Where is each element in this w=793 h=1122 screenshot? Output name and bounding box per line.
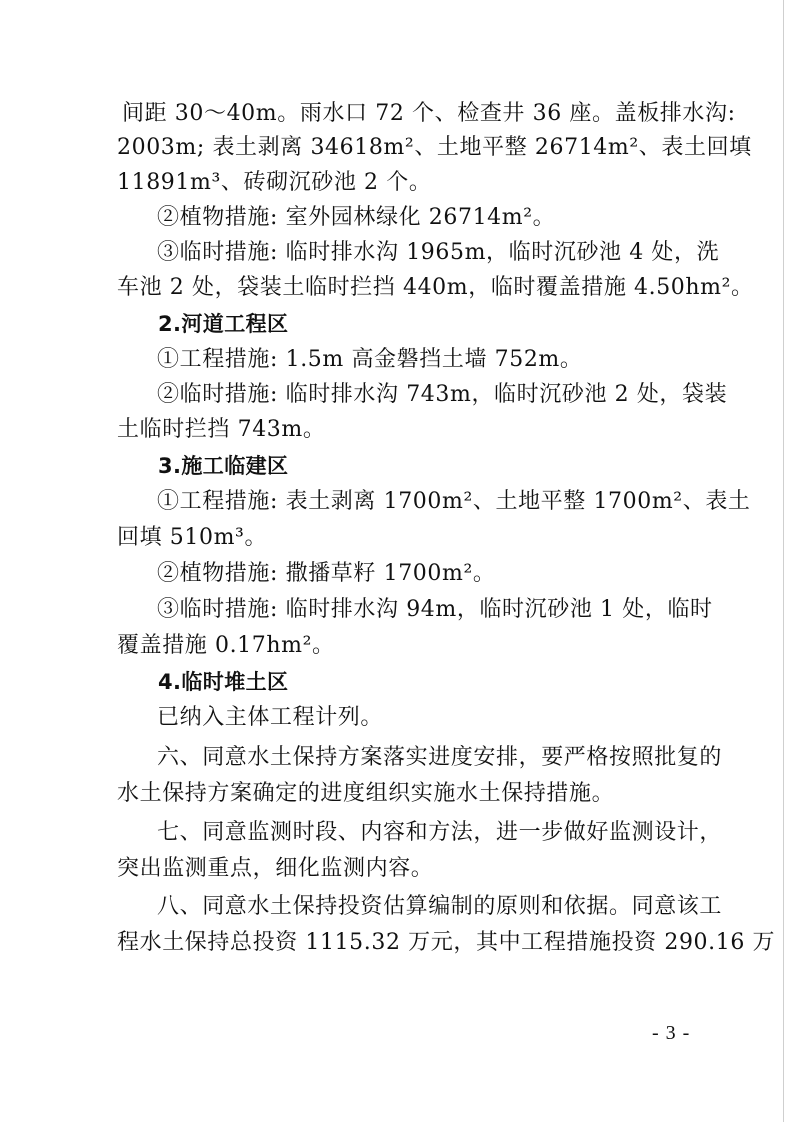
text-line-16: 覆盖措施 0.17hm²。 [117, 633, 335, 658]
text-line-9: ②临时措施: 临时排水沟 743m，临时沉砂池 2 处，袋装 [157, 382, 728, 407]
text-line-24: 程水土保持总投资 1115.32 万元，其中工程措施投资 290.16 万 [117, 930, 776, 955]
text-line-15: ③临时措施: 临时排水沟 94m，临时沉砂池 1 处，临时 [157, 597, 713, 622]
text-line-8: ①工程措施: 1.5m 高金磐挡土墙 752m。 [157, 347, 583, 372]
text-line-4: ②植物措施: 室外园林绿化 26714m²。 [157, 205, 556, 230]
text-line-14: ②植物措施: 撒播草籽 1700m²。 [157, 561, 496, 586]
text-line-21: 七、同意监测时段、内容和方法，进一步做好监测设计， [157, 820, 723, 845]
text-line-19: 六、同意水土保持方案落实进度安排，要严格按照批复的 [157, 745, 723, 770]
section-heading-stockpile: 4.临时堆土区 [158, 670, 289, 694]
text-line-1: 间距 30～40m。雨水口 72 个、检查井 36 座。盖板排水沟: [122, 101, 736, 126]
text-line-10: 土临时拦挡 743m。 [117, 417, 326, 442]
page-number: - 3 - [652, 1022, 691, 1044]
text-line-5: ③临时措施: 临时排水沟 1965m，临时沉砂池 4 处，洗 [157, 240, 720, 265]
section-heading-construction: 3.施工临建区 [158, 454, 289, 478]
text-line-13: 回填 510m³。 [117, 525, 268, 550]
section-heading-river: 2.河道工程区 [158, 312, 289, 336]
text-line-20: 水土保持方案确定的进度组织实施水土保持措施。 [117, 781, 615, 806]
text-line-2: 2003m; 表土剥离 34618m²、土地平整 26714m²、表土回填 [117, 135, 752, 160]
text-line-23: 八、同意水土保持投资估算编制的原则和依据。同意该工 [157, 894, 723, 919]
text-line-12: ①工程措施: 表土剥离 1700m²、土地平整 1700m²、表土 [157, 489, 751, 514]
text-line-3: 11891m³、砖砌沉砂池 2 个。 [117, 170, 432, 195]
text-line-22: 突出监测重点，细化监测内容。 [117, 856, 434, 881]
text-line-6: 车池 2 处，袋装土临时拦挡 440m，临时覆盖措施 4.50hm²。 [117, 275, 754, 300]
text-line-18: 已纳入主体工程计列。 [157, 705, 384, 730]
